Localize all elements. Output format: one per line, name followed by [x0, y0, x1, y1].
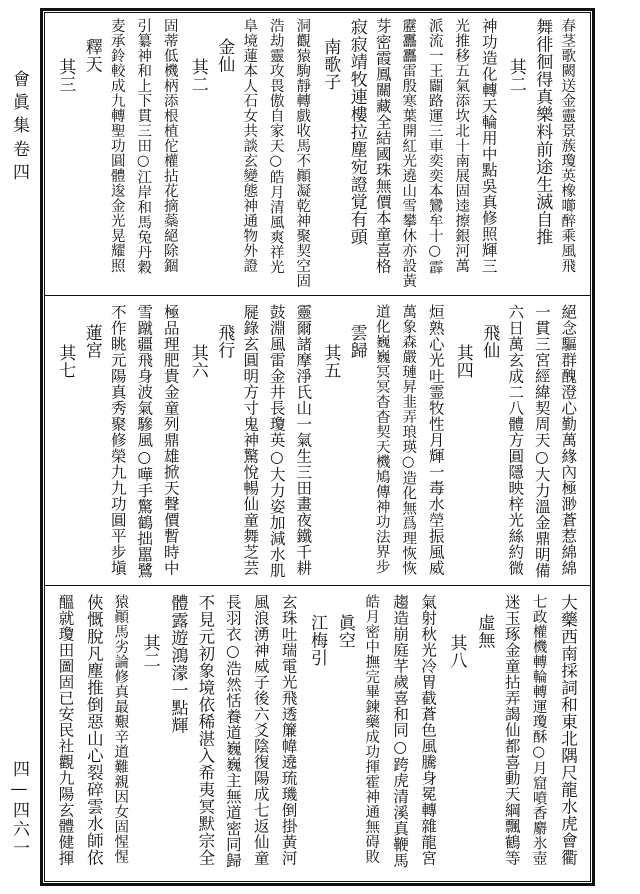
text-column: 光推移五氣添坎北十南展固逵擦銀河萬	[453, 18, 470, 273]
text-column: 屣錄玄圓明方寸鬼神驚悅暢仙童舞芝芸	[241, 304, 260, 576]
text-column: 猿顚馬劣論修真最艱辛道難親因女固惺惺	[112, 594, 129, 864]
page-number: 四—四六一	[9, 760, 29, 858]
text-column: 雪蹴疆飛身波氣驂風○嘩手驚鶴拙嚚鷺	[135, 304, 154, 579]
poem-heading: 南歌子	[320, 38, 341, 91]
text-column: 舞徘徊得真樂料前途生滅自推	[532, 18, 553, 246]
text-column: 趨造崩庭芊歲喜和同○跨虎清溪真鞭馬	[391, 594, 410, 869]
text-column: 一貫三宮經緯契周天○大力溫金鼎明備	[532, 304, 551, 579]
text-register-middle	[52, 304, 582, 580]
poem-heading: 蓮宮	[81, 324, 102, 359]
text-column: 極品理肥貴金童列鼎雄掀天聲價暫時中	[161, 304, 180, 576]
text-column: 引纂神和上下貫三田○江岸和馬兔丹穀	[135, 18, 152, 275]
text-column: 芽密霞鳳關藏全結國珠無價本童喜格	[373, 18, 392, 274]
poem-heading: 眞空	[334, 614, 355, 649]
poem-heading: 釋天	[81, 38, 102, 73]
text-column: 麦承鈴較成九轉聖功圓體逡金光晃耀照	[108, 18, 125, 273]
text-column: 春茎歌闕送金靈景蔟瓊英橡㘉醉乘風飛	[559, 18, 576, 273]
poem-heading: 其二	[139, 634, 160, 669]
text-column: 阜境蓮本人石女共談玄變態神通物外證	[241, 18, 258, 273]
text-column: 靈爾諸摩淨氏山一氣生三田畫夜鐵千耕	[294, 304, 313, 576]
text-column: 靂靐靐雷殷寒葉開紅光遶山雪攀休亦設黃	[400, 18, 417, 288]
poem-heading: 其三	[55, 58, 76, 93]
text-column: 不見元初象境依稀湛入希夷冥默宗全	[195, 594, 215, 866]
text-column: 不作眺元陽真秀聚修榮九九功圓平步塡	[108, 304, 127, 576]
poem-heading: 其六	[187, 344, 208, 379]
poem-heading: 其七	[55, 344, 76, 379]
text-column: 神功造化轉天輪用中點吳真修照輝三	[479, 18, 498, 274]
text-column: 迷玉琢金童拈弄謁仙都喜動天綱飄鶴等	[502, 594, 521, 866]
text-column: 鼓淵風雷金井長瓊英○大力姿加減水肌	[267, 304, 286, 579]
text-column: 洞觀猿駒靜轉戲收馬不顚凝乾神聚契空固	[294, 18, 311, 288]
poem-heading: 飛行	[214, 324, 235, 359]
text-column: 七政權機轉輪轉運瓊酥○月窟噴香麝氷壺	[530, 594, 547, 866]
text-column: 派流一王闢路運三車奕奕本鸞牟十○霹	[426, 18, 443, 275]
text-column: 浩劫靈攻畏傲自家天○皓月清風爽祥光	[267, 18, 284, 275]
poem-heading: 其五	[320, 344, 341, 379]
poem-heading: 雲歸	[346, 324, 367, 359]
text-register-top	[52, 18, 582, 290]
text-column: 玄珠吐瑞電光飛透簾幃遶琉璣倒掛黃河	[279, 594, 298, 866]
poem-heading: 其二	[505, 58, 526, 93]
poem-heading: 其二	[187, 58, 208, 93]
book-title: 會眞集	[9, 70, 29, 139]
text-column: 道化巍巍冥冥杳杳契天機鳩傳神功法界步	[373, 304, 390, 574]
text-column: 俠慨脫凡塵推倒惡山心裂碎雲水師依	[84, 594, 104, 866]
text-column: 烜熟心光吐霊牧性月輝一毒水塋振風威	[426, 304, 445, 576]
text-column: 大藥西南採詞和東北隅尺龍水虎會衢	[558, 594, 578, 866]
volume-label: 卷四	[9, 140, 29, 186]
register-divider-1	[44, 295, 591, 296]
text-register-bottom	[52, 594, 582, 876]
text-column: 長羽衣○浩然恬養道巍巍主無道密同歸	[223, 594, 242, 869]
poem-heading: 飛仙	[479, 324, 500, 359]
text-column: 氣射秋光冷胃截蒼色風騰身冕轉雜龍宮	[419, 594, 438, 866]
text-column: 絕念驅群醜澄心勤萬緣內極渺蒼惹綿綿	[559, 304, 578, 576]
poem-heading: 其四	[452, 344, 473, 379]
text-column: 寂寂靖牧連樓拉塵宛證覚有頭	[346, 18, 367, 246]
text-column: 固蒂低機柄添根植佗權拈花摘蘂絕除錮	[161, 18, 178, 273]
text-column: 六日萬玄成二八體方圓隱映梓光絲約微	[506, 304, 525, 576]
poem-heading: 江梅引	[307, 614, 327, 667]
poem-heading: 其八	[446, 634, 467, 669]
text-column: 皓月密中撫完畢鍊藥成功揮霍神通無碍敗	[363, 594, 380, 864]
text-column: 萬象森嚴璉昇韭弄琅瑛○造化無爲理恢恢	[400, 304, 417, 576]
poem-heading: 虛無	[474, 614, 495, 649]
text-column: 醞就瓊田圖固已安民社觀九陽玄體健揮	[56, 594, 75, 866]
text-column: 風浪湧神威子後六爻陰復陽成七返仙童	[251, 594, 270, 866]
poem-heading: 金仙	[214, 38, 235, 73]
register-divider-2	[44, 585, 591, 586]
text-column: 體露遊鴻濛一點輝	[167, 594, 188, 734]
